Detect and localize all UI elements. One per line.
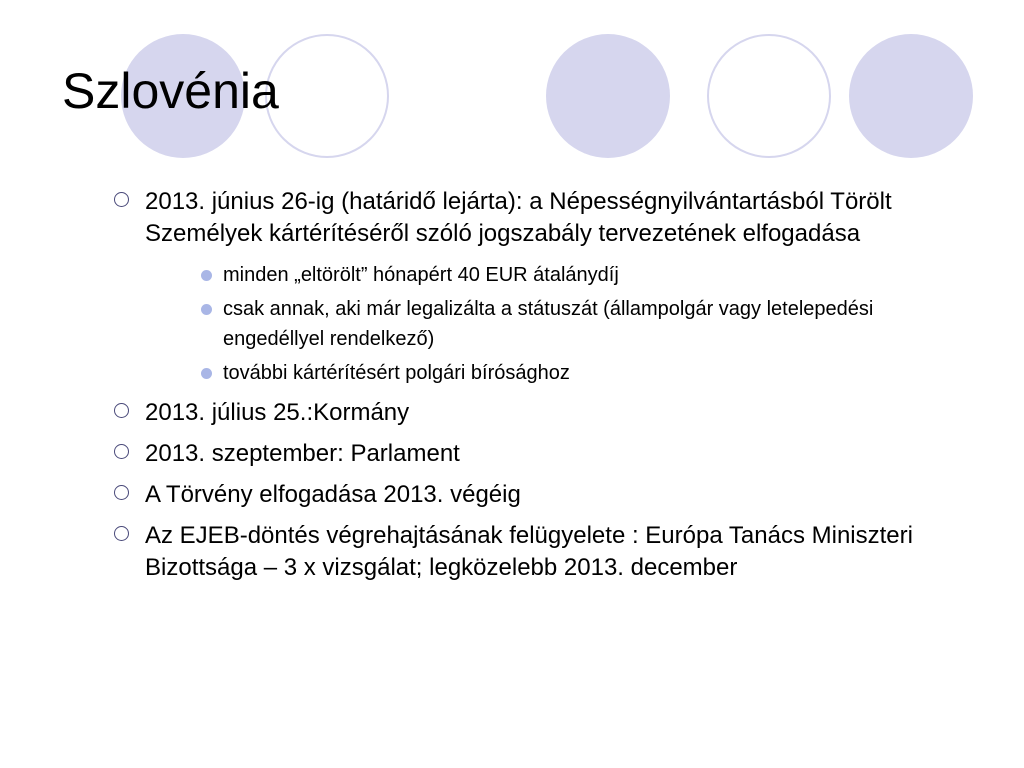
hollow-circle-bullet-icon xyxy=(114,485,129,500)
decorative-circle-filled xyxy=(849,34,973,158)
bullet-text: Az EJEB-döntés végrehajtásának felügyelete : Európa Tanács Miniszteri Bizottsága – 3 x vizsgálat; legközelebb 2013. december xyxy=(145,522,913,581)
sub-bullet-item xyxy=(145,294,972,354)
bullet-item xyxy=(112,438,972,470)
decorative-circle-outline xyxy=(707,34,831,158)
bullet-text: 2013. június 26-ig (határidő lejárta): a Népességnyilvántartásból Törölt Személyek kártérítéséről szóló jogszabály tervezetének elfogadása xyxy=(145,188,892,247)
sub-bullet-text: csak annak, aki már legalizálta a státuszát (állampolgár vagy letelepedési engedéllyel rendelkező) xyxy=(223,298,874,350)
bullet-item xyxy=(112,186,972,388)
bullet-text: 2013. július 25.:Kormány xyxy=(145,399,410,426)
bullet-text: A Törvény elfogadása 2013. végéig xyxy=(145,481,521,508)
decorative-circle-filled xyxy=(546,34,670,158)
filled-dot-bullet-icon xyxy=(201,304,212,315)
hollow-circle-bullet-icon xyxy=(114,526,129,541)
hollow-circle-bullet-icon xyxy=(114,403,129,418)
hollow-circle-bullet-icon xyxy=(114,192,129,207)
bullet-item xyxy=(112,397,972,429)
bullet-list xyxy=(112,186,972,584)
decorative-circle-outline xyxy=(265,34,389,158)
bullet-item xyxy=(112,479,972,511)
sub-bullet-text: további kártérítésért polgári bírósághoz xyxy=(223,362,570,384)
slide-title: Szlovénia xyxy=(62,63,279,119)
sub-bullet-text: minden „eltörölt” hónapért 40 EUR átalánydíj xyxy=(223,264,619,286)
sub-bullet-list xyxy=(145,260,972,388)
hollow-circle-bullet-icon xyxy=(114,444,129,459)
bullet-item xyxy=(112,520,972,584)
sub-bullet-item xyxy=(145,260,972,290)
bullet-text: 2013. szeptember: Parlament xyxy=(145,440,460,467)
sub-bullet-item xyxy=(145,358,972,388)
filled-dot-bullet-icon xyxy=(201,270,212,281)
filled-dot-bullet-icon xyxy=(201,368,212,379)
